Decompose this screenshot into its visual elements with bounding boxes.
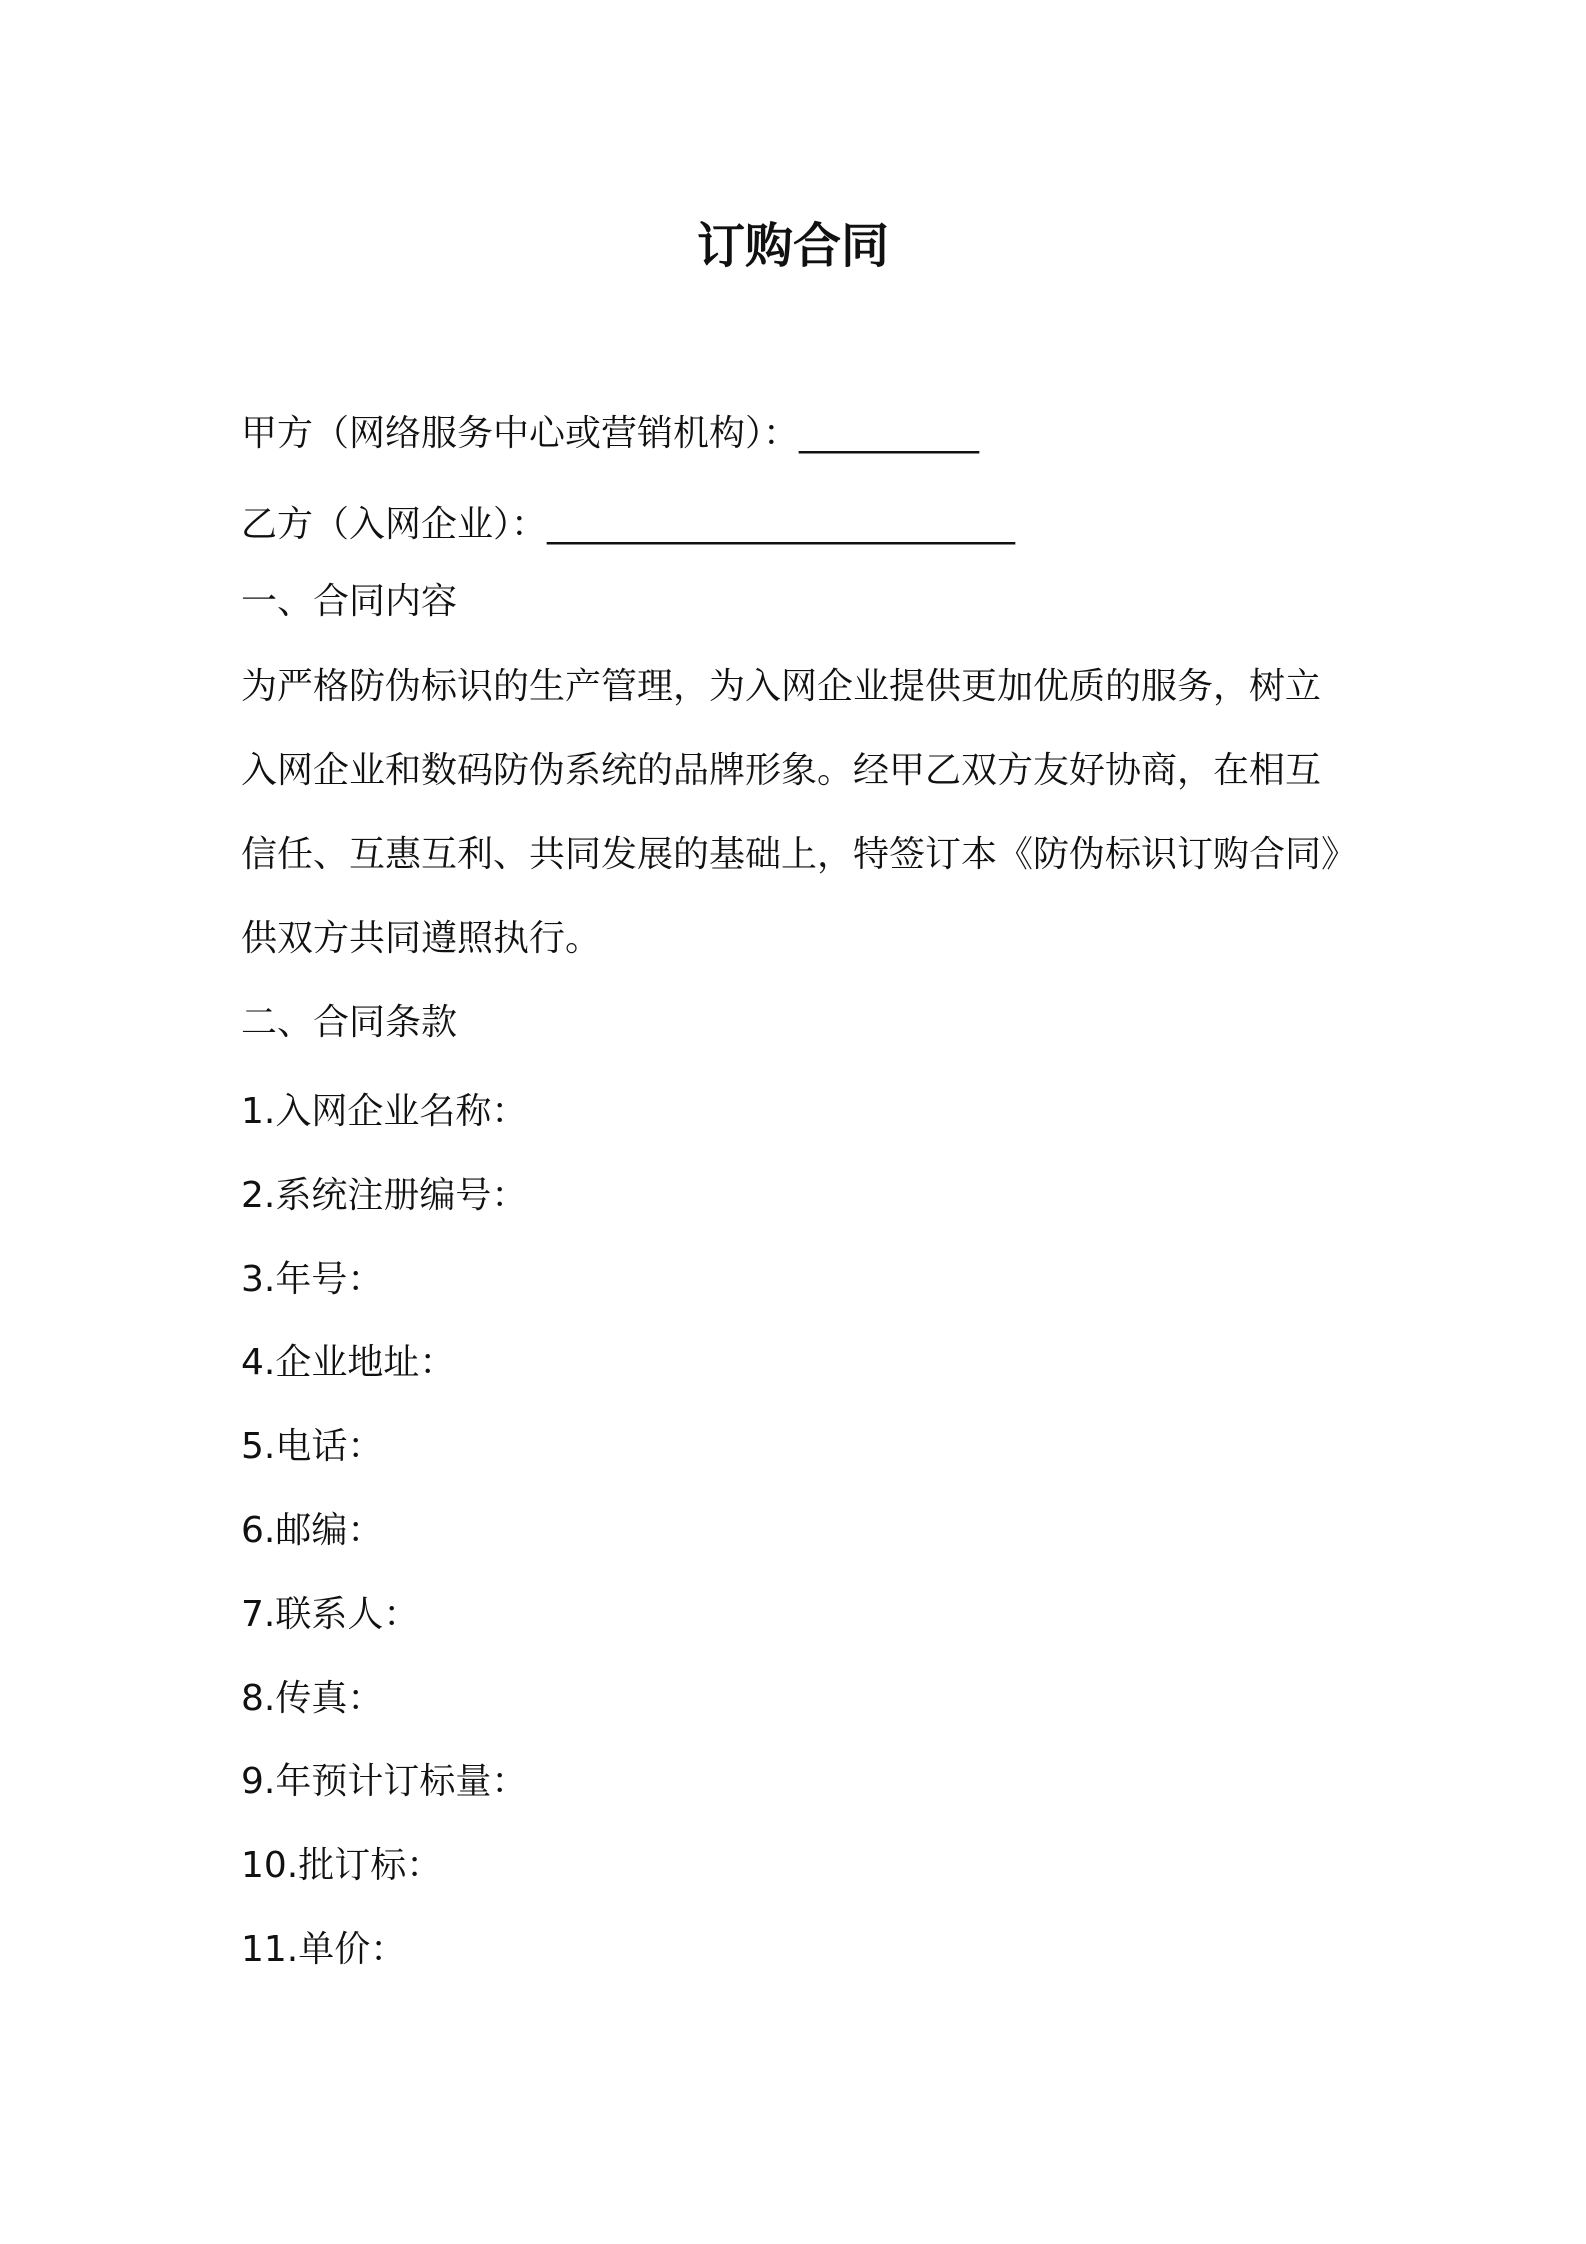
paragraph-line: 为严格防伪标识的生产管理，为入网企业提供更加优质的服务，树立 [241,666,1322,707]
term-item: 9.年预计订标量： [241,1761,528,1802]
document-title: 订购合同 [696,218,889,274]
term-item: 2.系统注册编号： [241,1175,528,1216]
term-item: 10.批订标： [241,1845,443,1886]
term-item: 6.邮编： [241,1510,384,1551]
term-item: 7.联系人： [241,1594,420,1635]
section-heading-contract-terms: 二、合同条款 [241,1002,458,1043]
term-item: 4.企业地址： [241,1342,456,1383]
party-b-line: 乙方（入网企业）：__________________________ [241,504,1016,545]
term-item: 3.年号： [241,1259,384,1300]
paragraph-line: 供双方共同遵照执行。 [241,918,602,959]
party-a-line: 甲方（网络服务中心或营销机构）：__________ [241,413,980,454]
term-item: 1.入网企业名称： [241,1091,528,1132]
term-item: 11.单价： [241,1929,407,1970]
term-item: 8.传真： [241,1678,384,1719]
paragraph-line: 信任、互惠互利、共同发展的基础上，特签订本《防伪标识订购合同》 [241,834,1358,875]
paragraph-line: 入网企业和数码防伪系统的品牌形象。经甲乙双方友好协商，在相互 [241,750,1322,791]
term-item: 5.电话： [241,1426,384,1467]
section-heading-contract-content: 一、合同内容 [241,581,458,622]
